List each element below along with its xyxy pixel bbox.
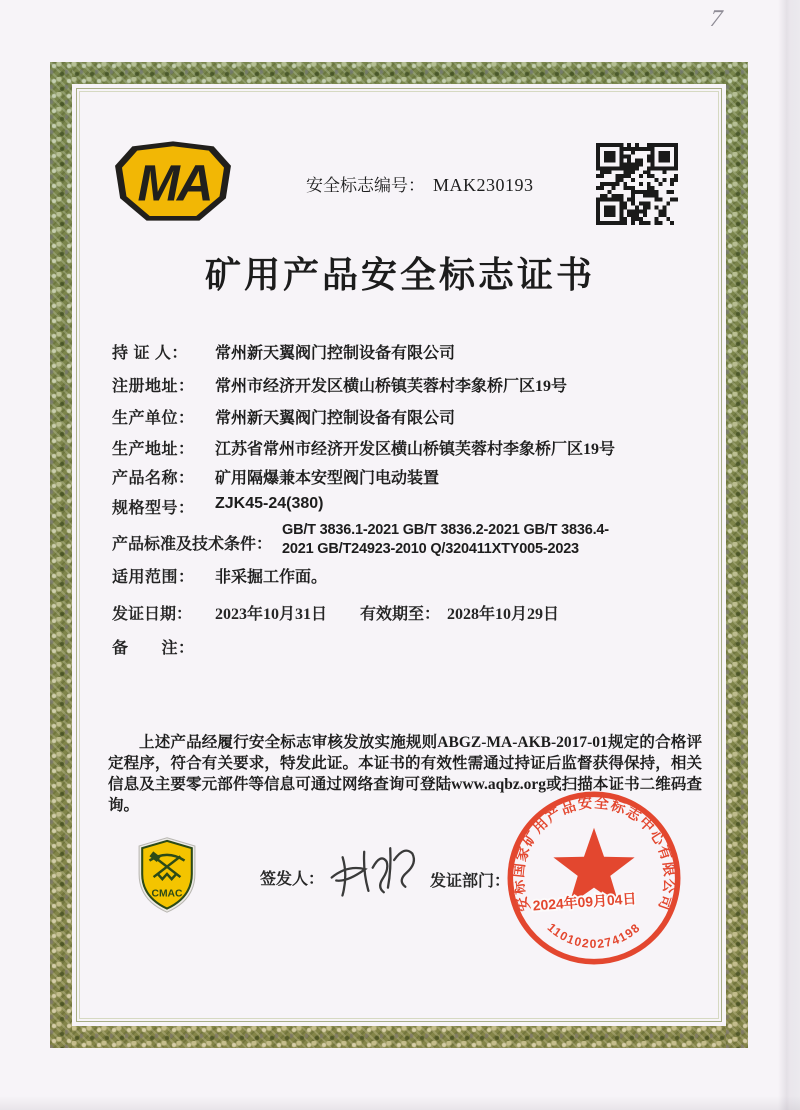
page-number: 7 (708, 6, 724, 32)
issuing-department-label: 发证部门： (430, 873, 511, 890)
remark-label: 备 注： (112, 640, 195, 657)
field-row-scope (112, 564, 327, 587)
field-label: 持 证 人： (112, 345, 188, 362)
field-label: 产品标准及技术条件： (112, 536, 273, 553)
field-value: 常州新天翼阀门控制设备有限公司 (215, 410, 456, 427)
border-bottom (50, 1026, 748, 1048)
qr-code (596, 141, 678, 227)
field-value: ZJK45-24(380) (215, 495, 324, 512)
field-value: 江苏省常州市经济开发区横山桥镇芙蓉村李象桥厂区19号 (215, 441, 616, 458)
certificate-number-label: 安全标志编号： (306, 176, 425, 195)
stamp-date: 2024年09月04日 (532, 890, 637, 914)
border-right (726, 62, 748, 1048)
valid-until-label: 有效期至： (360, 606, 441, 623)
paper-edge-shadow-bottom (0, 1096, 800, 1110)
field-label: 生产单位： (112, 410, 195, 427)
field-row-product-name (112, 465, 439, 488)
field-value: 矿用隔爆兼本安型阀门电动装置 (215, 470, 440, 487)
field-row-registered-address (112, 373, 567, 396)
issuer-label: 签发人： (260, 871, 325, 888)
issue-date-label: 发证日期： (112, 606, 193, 623)
issuer-signature (325, 841, 424, 904)
field-label: 注册地址： (112, 378, 195, 395)
certificate-number-value: MAK230193 (433, 175, 534, 195)
certificate-number-line (306, 171, 534, 196)
field-label: 规格型号： (112, 500, 195, 517)
issue-date-value: 2023年10月31日 (215, 606, 328, 623)
field-row-production-address (112, 436, 615, 459)
field-row-holder (112, 340, 455, 363)
field-row-standards (112, 521, 628, 559)
ma-safety-mark-logo (112, 139, 234, 225)
certificate-statement: 上述产品经履行安全标志审核发放实施规则ABGZ-MA-AKB-2017-01规定的合格评定程序，符合有关要求，特发此证。本证书的有效性需通过持证后监督获得保持，相关信息及主要零元部件等信息可通过网络查询可登陆www.aqbz.org或扫描本证书二维码查询。 (108, 734, 702, 814)
field-value: 常州新天翼阀门控制设备有限公司 (215, 345, 456, 362)
field-label: 产品名称： (112, 470, 195, 487)
certificate-title: 矿用产品安全标志证书 (204, 255, 595, 295)
ma-logo-letters: MA (137, 154, 211, 212)
official-red-stamp (501, 785, 687, 971)
stamp-serial-number: 1101020274198 (544, 920, 644, 951)
field-row-remark (112, 635, 215, 658)
field-row-dates (112, 601, 559, 624)
field-value: 非采掘工作面。 (215, 569, 328, 586)
cmac-label: CMAC (151, 888, 183, 900)
paper-edge-shadow-right (778, 0, 800, 1110)
stamp-organization-text: 安标国家矿用产品安全标志中心有限公司 (510, 795, 678, 914)
valid-until-value: 2028年10月29日 (447, 606, 560, 623)
field-value: 常州市经济开发区横山桥镇芙蓉村李象桥厂区19号 (215, 378, 568, 395)
field-label: 生产地址： (112, 441, 195, 458)
field-label: 适用范围： (112, 569, 195, 586)
border-top (50, 62, 748, 84)
border-left (50, 62, 72, 1048)
field-value: GB/T 3836.1-2021 GB/T 3836.2-2021 GB/T 3836.4-2021 GB/T24923-2010 Q/320411XTY005-2023 (282, 522, 609, 557)
field-row-model (112, 495, 324, 518)
cmac-shield-logo (136, 836, 198, 914)
field-row-manufacturer (112, 405, 455, 428)
